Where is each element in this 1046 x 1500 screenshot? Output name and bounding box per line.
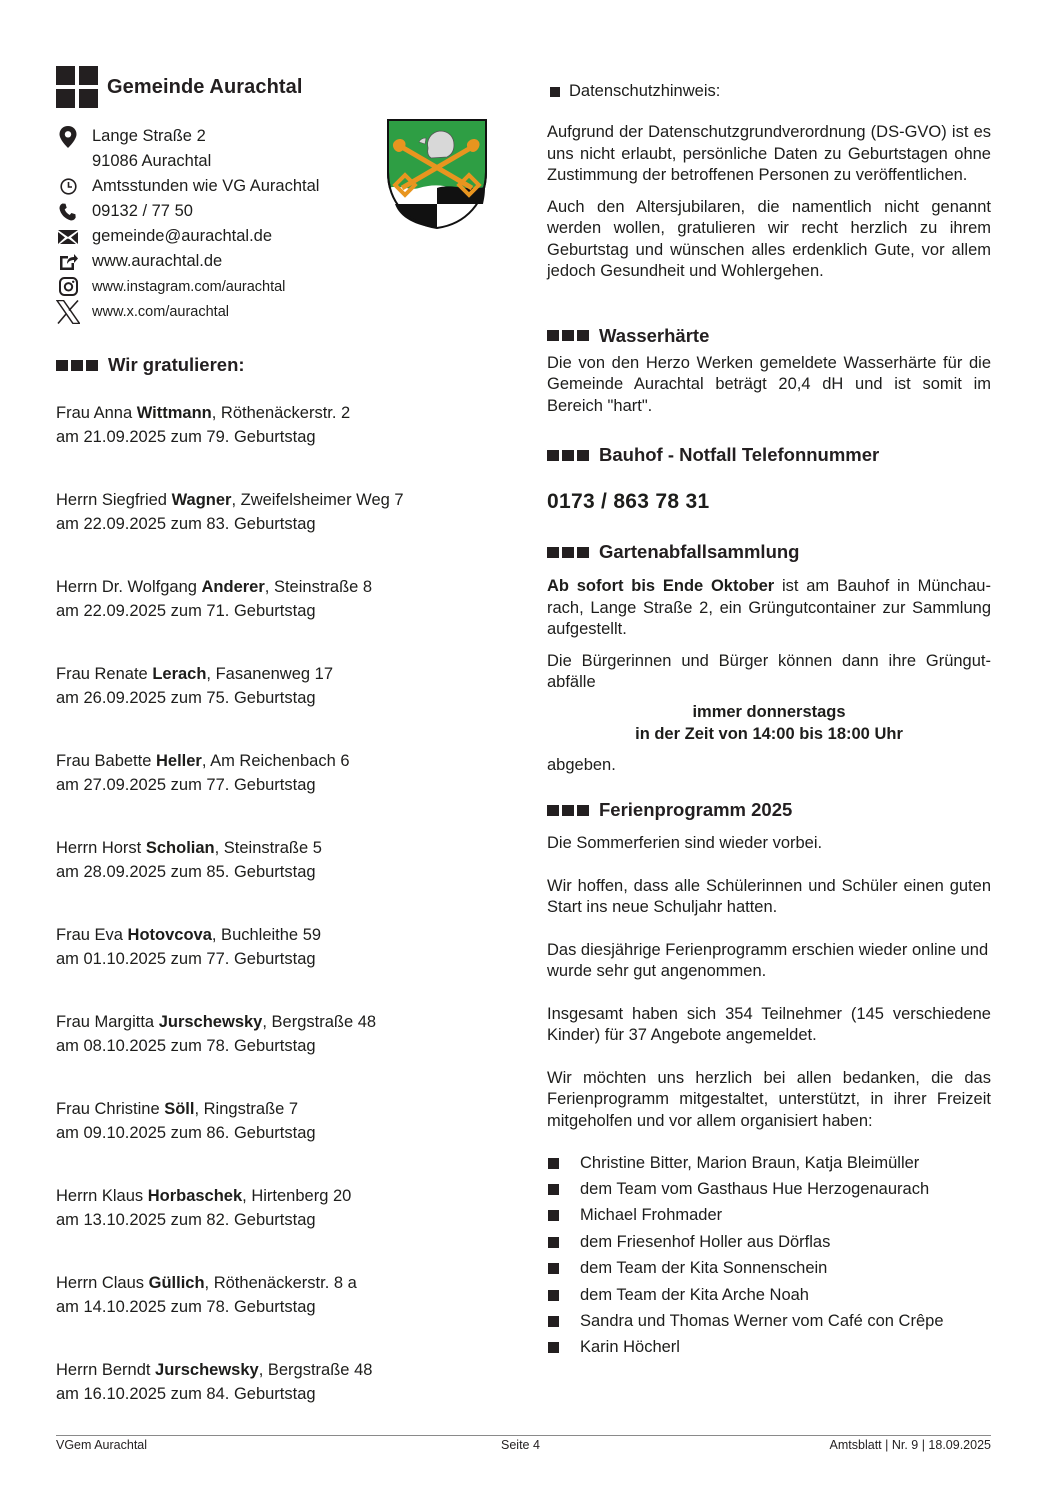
birthday-entry: Frau Anna Wittmann, Röthenäckerstr. 2 am 21.09.2025 zum 79. Geburtstag (56, 404, 351, 446)
privacy-notice (547, 82, 991, 283)
list-item: dem Team vom Gasthaus Hue Herzogenaurach (547, 1176, 991, 1202)
instagram-icon (56, 276, 80, 298)
address-line-1: Lange Straße 2 (56, 124, 496, 149)
triple-square-bullet-icon (547, 805, 589, 816)
holiday-paragraph-3: Das diesjährige Ferienprogramm erschien wieder online und wurde sehr gut angenommen. (547, 940, 989, 980)
water-hardness-section (547, 325, 991, 418)
emergency-section (547, 444, 991, 514)
list-item: Sandra und Thomas Werner vom Café con Crêpe (547, 1308, 991, 1334)
mail-icon (56, 226, 80, 248)
birthday-entry: Frau Babette Heller, Am Reichenbach 6 am 27.09.2025 zum 77. Geburtstag (56, 752, 350, 794)
birthday-entry: Herrn Berndt Jurschewsky, Bergstraße 48 am 16.10.2025 zum 84. Geburtstag (56, 1361, 373, 1403)
x-icon (56, 301, 80, 323)
garden-schedule: immer donnerstags in der Zeit von 14:00 bis 18:00 Uhr (635, 702, 903, 743)
holiday-paragraph-2: Wir hoffen, dass alle Schülerinnen und Schüler einen guten Start ins neue Schuljahr hatten. (547, 876, 991, 916)
holiday-program-section (547, 799, 991, 1361)
holiday-paragraph-5: Wir möchten uns herzlich bei allen bedanken, die das Ferienprogramm mitgestaltet, unterstützt, in ihrer Freizeit mitgeholfen und vor allem organisiert haben: (547, 1068, 991, 1130)
square-bullet-icon (548, 1237, 559, 1248)
birthday-entry: Herrn Siegfried Wagner, Zweifelsheimer Weg 7 am 22.09.2025 zum 83. Geburtstag (56, 491, 404, 533)
triple-square-bullet-icon (547, 330, 589, 341)
list-item: Michael Frohmader (547, 1203, 991, 1229)
square-bullet-icon (548, 1158, 559, 1169)
list-item: dem Team der Kita Sonnenschein (547, 1256, 991, 1282)
privacy-paragraph-2: Auch den Altersjubilaren, die namentlich nicht genannt werden wollen, gratulieren wir recht herzlich zu ihrem Geburtstag und wünschen alles erdenklich Gute, vor allem jedoch Gesundheit und Wohlergehen. (547, 197, 991, 280)
garden-paragraph-3: abgeben. (547, 755, 616, 774)
birthday-entry: Herrn Claus Güllich, Röthenäckerstr. 8 a am 14.10.2025 zum 78. Geburtstag (56, 1274, 357, 1316)
website (56, 249, 496, 274)
address-line-2: 91086 Aurachtal (92, 152, 212, 170)
square-bullet-icon (548, 1210, 559, 1221)
list-item: Karin Höcherl (547, 1335, 991, 1361)
birthday-list (56, 402, 496, 1446)
x-profile (56, 299, 496, 324)
section-heading-birthdays: Wir gratulieren: (56, 354, 496, 376)
section-heading-holiday: Ferienprogramm 2025 (547, 799, 991, 821)
list-item: dem Friesenhof Holler aus Dörflas (547, 1229, 991, 1255)
thanks-list (547, 1150, 991, 1361)
birthday-section (56, 354, 496, 1446)
garden-paragraph-1: Ab sofort bis Ende Oktober ist am Bauhof in Münchaurach, Lange Straße 2, ein Grüngutcontainer zur Sammlung aufgestellt. (547, 577, 991, 638)
left-column (56, 66, 496, 1446)
phone-link[interactable]: 09132 / 77 50 (92, 202, 193, 220)
birthday-entry: Frau Eva Hotovcova, Buchleithe 59 am 01.10.2025 zum 77. Geburtstag (56, 926, 322, 968)
section-heading-garden: Gartenabfallsammlung (547, 541, 991, 563)
list-item: dem Team der Kita Arche Noah (547, 1282, 991, 1308)
footer-divider (56, 1435, 991, 1436)
triple-square-bullet-icon (56, 360, 98, 371)
email-link[interactable]: gemeinde@aurachtal.de (92, 227, 273, 245)
clock-icon (56, 176, 80, 198)
map-pin-icon (56, 126, 80, 148)
privacy-heading: Datenschutzhinweis: (547, 82, 991, 101)
garden-waste-section (547, 541, 991, 776)
list-item: Christine Bitter, Marion Braun, Katja Bleimüller (547, 1150, 991, 1176)
square-bullet-icon (548, 1290, 559, 1301)
phone-icon (56, 201, 80, 223)
external-link-icon (56, 251, 80, 273)
instagram-link[interactable]: www.instagram.com/aurachtal (92, 278, 286, 295)
office-hours: Amtsstunden wie VG Aurachtal (56, 174, 496, 199)
square-bullet-icon (548, 1184, 559, 1195)
triple-square-bullet-icon (547, 547, 589, 558)
square-bullet-icon (548, 1263, 559, 1274)
footer-page-number: Seite 4 (501, 1438, 540, 1452)
section-heading-water: Wasserhärte (547, 325, 991, 347)
garden-paragraph-2: Die Bürgerinnen und Bürger können dann ihre Grüngutabfälle (547, 651, 991, 691)
website-link[interactable]: www.aurachtal.de (92, 252, 223, 270)
birthday-entry: Frau Renate Lerach, Fasanenweg 17 am 26.09.2025 zum 75. Geburtstag (56, 665, 334, 707)
water-text: Die von den Herzo Werken gemeldete Wasserhärte für die Gemeinde Aurachtal beträgt 20,4 dH und ist somit im Bereich "hart". (547, 353, 991, 415)
emergency-phone[interactable]: 0173 / 863 78 31 (547, 490, 710, 513)
holiday-paragraph-1: Die Sommerferien sind wieder vorbei. (547, 834, 823, 852)
contact-block (56, 124, 496, 324)
right-column (547, 80, 991, 1361)
municipality-header (56, 66, 496, 108)
x-link[interactable]: www.x.com/aurachtal (92, 303, 229, 320)
municipality-title: Gemeinde Aurachtal (107, 75, 303, 98)
footer-issue: Amtsblatt | Nr. 9 | 18.09.2025 (829, 1438, 991, 1452)
instagram (56, 274, 496, 299)
square-bullet-icon (550, 87, 560, 97)
page-footer (56, 1438, 991, 1452)
section-heading-emergency: Bauhof - Notfall Telefonnummer (547, 444, 991, 466)
birthday-entry: Herrn Klaus Horbaschek, Hirtenberg 20 am 13.10.2025 zum 82. Geburtstag (56, 1187, 352, 1229)
footer-publisher: VGem Aurachtal (56, 1438, 148, 1452)
triple-square-bullet-icon (547, 450, 589, 461)
square-bullet-icon (548, 1342, 559, 1353)
square-bullet-icon (548, 1316, 559, 1327)
birthday-entry: Frau Margitta Jurschewsky, Bergstraße 48 am 08.10.2025 zum 78. Geburtstag (56, 1013, 377, 1055)
four-squares-logo-icon (56, 66, 98, 108)
coat-of-arms-crest (386, 118, 488, 230)
birthday-entry: Herrn Horst Scholian, Steinstraße 5 am 28.09.2025 zum 85. Geburtstag (56, 839, 322, 881)
birthday-entry: Herrn Dr. Wolfgang Anderer, Steinstraße 8 am 22.09.2025 zum 71. Geburtstag (56, 578, 373, 620)
holiday-paragraph-4: Insgesamt haben sich 354 Teilnehmer (145 verschiedene Kinder) für 37 Angebote angemeldet. (547, 1004, 991, 1044)
birthday-entry: Frau Christine Söll, Ringstraße 7 am 09.10.2025 zum 86. Geburtstag (56, 1100, 316, 1142)
privacy-paragraph-1: Aufgrund der Datenschutzgrundverordnung (DS-GVO) ist es uns nicht erlaubt, persönliche Daten zu Geburtstagen ohne Zustimmung der betroffenen Personen zu veröffentlichen. (547, 123, 991, 184)
